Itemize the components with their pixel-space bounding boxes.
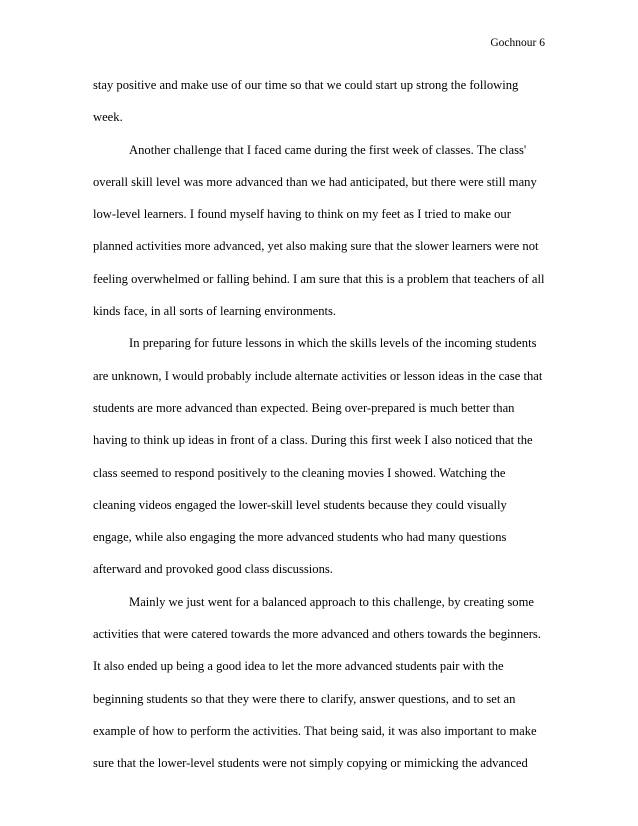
text-line: Another challenge that I faced came during the first week of classes. The class' bbox=[129, 142, 527, 157]
text-line: stay positive and make use of our time so that we could start up strong the following bbox=[93, 78, 519, 92]
running-head: Gochnour 6 bbox=[490, 37, 545, 49]
text-line: students are more advanced than expected. Being over-prepared is much better than bbox=[93, 400, 515, 415]
text-line: week. bbox=[93, 110, 123, 125]
text-line: It also ended up being a good idea to let the more advanced students pair with the bbox=[93, 659, 504, 674]
text-line: overall skill level was more advanced than we had anticipated, but there were still many bbox=[93, 174, 537, 189]
text-line: planned activities more advanced, yet also making sure that the slower learners were not bbox=[93, 239, 539, 254]
body-text bbox=[93, 71, 545, 782]
text-line: activities that were catered towards the more advanced and others towards the beginners. bbox=[93, 627, 541, 642]
text-line: having to think up ideas in front of a class. During this first week I also noticed that the bbox=[93, 433, 533, 448]
text-line: kinds face, in all sorts of learning environments. bbox=[93, 304, 337, 319]
text-line: feeling overwhelmed or falling behind. I am sure that this is a problem that teachers of all bbox=[93, 271, 545, 286]
text-line: beginning students so that they were there to clarify, answer questions, and to set an bbox=[93, 691, 516, 706]
text-line: are unknown, I would probably include alternate activities or lesson ideas in the case that bbox=[93, 368, 543, 383]
text-line: class seemed to respond positively to the cleaning movies I showed. Watching the bbox=[93, 465, 506, 480]
text-line: example of how to perform the activities. That being said, it was also important to make bbox=[93, 723, 537, 738]
text-line: afterward and provoked good class discussions. bbox=[93, 562, 333, 577]
text-line: engage, while also engaging the more advanced students who had many questions bbox=[93, 530, 507, 545]
text-line: sure that the lower-level students were not simply copying or mimicking the advanced bbox=[93, 756, 528, 771]
text-line: Mainly we just went for a balanced approach to this challenge, by creating some bbox=[129, 594, 534, 609]
text-line: In preparing for future lessons in which the skills levels of the incoming students bbox=[129, 336, 537, 351]
text-line: low-level learners. I found myself having to think on my feet as I tried to make our bbox=[93, 207, 511, 222]
text-line: cleaning videos engaged the lower-skill level students because they could visually bbox=[93, 497, 507, 512]
